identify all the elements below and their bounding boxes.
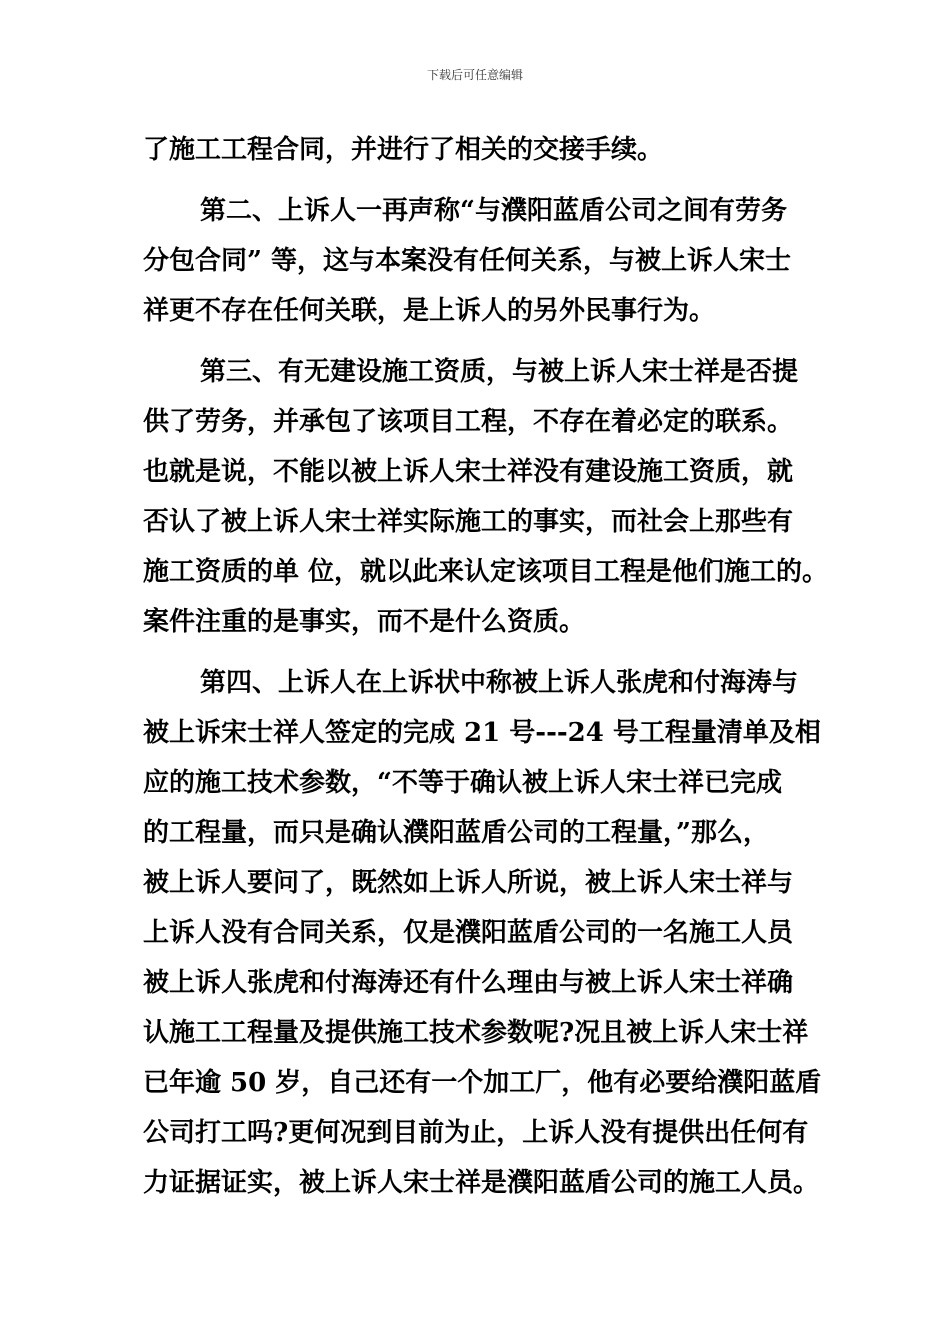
text-line: 力证据证实，被上诉人宋士祥是濮阳蓝盾公司的施工人员。 [143,1168,820,1198]
text-line: 分包合同” 等，这与本案没有任何关系，与被上诉人宋士 [143,246,792,276]
text-line: 应的施工技术参数，“不等于确认被上诉人宋士祥已完成 [143,768,782,798]
paragraph-first-line: 第二、上诉人一再声称“与濮阳蓝盾公司之间有劳务 [200,196,787,226]
text-line: 认施工工程量及提供施工技术参数呢?况且被上诉人宋士祥 [143,1018,809,1048]
text-line: 的工程量，而只是确认濮阳蓝盾公司的工程量，”那么， [143,818,769,848]
text-line: 施工资质的单 位，就以此来认定该项目工程是他们施工的。 [143,557,829,587]
text-line: 被上诉人要问了，既然如上诉人所说，被上诉人宋士祥与 [143,868,794,898]
paragraph-first-line: 第三、有无建设施工资质，与被上诉人宋士祥是否提 [200,357,799,387]
text-line: 被上诉宋士祥人签定的完成 21 号---24 号工程量清单及相 [143,718,821,748]
text-line: 被上诉人张虎和付海涛还有什么理由与被上诉人宋士祥确 [143,968,794,998]
text-line: 也就是说，不能以被上诉人宋士祥没有建设施工资质，就 [143,457,794,487]
text-line: 上诉人没有合同关系，仅是濮阳蓝盾公司的一名施工人员 [143,918,794,948]
text-line: 公司打工吗?更何况到目前为止，上诉人没有提供出任何有 [143,1118,809,1148]
text-line: 已年逾 50 岁，自己还有一个加工厂，他有必要给濮阳蓝盾 [143,1068,822,1098]
paragraph-first-line: 第四、上诉人在上诉状中称被上诉人张虎和付海涛与 [200,668,799,698]
text-line: 否认了被上诉人宋士祥实际施工的事实，而社会上那些有 [143,507,794,537]
page-header: 下载后可任意编辑 [426,68,523,82]
text-line: 供了劳务，并承包了该项目工程，不存在着必定的联系。 [143,407,794,437]
text-line: 祥更不存在任何关联，是上诉人的另外民事行为。 [143,296,716,326]
text-line: 案件注重的是事实，而不是什么资质。 [143,607,586,637]
text-line: 了施工工程合同，并进行了相关的交接手续。 [143,135,664,165]
